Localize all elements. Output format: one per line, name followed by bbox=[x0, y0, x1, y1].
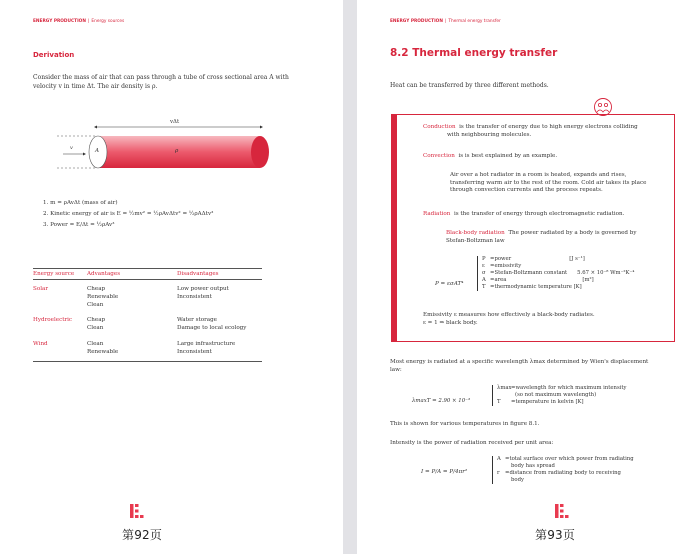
section-intro: Heat can be transferred by three different methods. bbox=[390, 82, 549, 89]
running-header: ENERGY PRODUCTION | Energy sources bbox=[33, 19, 125, 24]
equation-2: 2. Kinetic energy of air is E = ½mv² = ½ρAvΔtv² = ½ρAΔtv³ bbox=[43, 211, 214, 217]
length-label: vΔt bbox=[170, 119, 180, 125]
heat-transfer-box bbox=[396, 114, 675, 342]
equation-3: 3. Power = E/Δt = ½ρAv³ bbox=[43, 222, 115, 228]
wien-legend: λmax =wavelength for which maximum intensity (so not maximum wavelength) T =temperature in kelvin [K] bbox=[492, 385, 627, 406]
header-section: ENERGY PRODUCTION bbox=[390, 19, 443, 24]
left-page bbox=[0, 0, 343, 554]
right-page bbox=[357, 0, 700, 554]
intensity-formula: I = P/A = P/4πr² bbox=[421, 469, 468, 475]
convection-example: Air over a hot radiator in a room is heated, expands and rises, transferring warm air to the rest of the room. Cold air takes its place through convection currents and the process repeats. bbox=[450, 172, 647, 194]
equation-1: 1. m = ρAvΔt (mass of air) bbox=[43, 200, 118, 206]
header-section: ENERGY PRODUCTION bbox=[33, 19, 86, 24]
header-subsection: Thermal energy transfer bbox=[448, 19, 501, 24]
publisher-logo-icon bbox=[555, 504, 573, 524]
stefan-legend: P =power [J s⁻¹] ε =emissivity σ =Stefan-Boltzmann constant 5.67 × 10⁻⁸ Wm⁻²K⁻⁴ A =area [m²] T =thermodynamic temperature [K] bbox=[477, 256, 634, 291]
radiation-definition: Radiation is the transfer of energy through electromagnetic radiation. bbox=[423, 211, 625, 217]
conduction-definition: Conduction is the transfer of energy due to high energy electrons colliding with neighbouring molecules. bbox=[423, 124, 638, 138]
section-title: 8.2 Thermal energy transfer bbox=[390, 47, 558, 59]
density-label: ρ bbox=[175, 148, 179, 154]
running-header: ENERGY PRODUCTION | Thermal energy transfer bbox=[390, 19, 501, 24]
stefan-boltzmann-formula: P = εσAT⁴ bbox=[435, 281, 464, 287]
page-number: 第93页 bbox=[535, 528, 576, 542]
publisher-logo-icon bbox=[130, 504, 148, 524]
air-tube-diagram bbox=[55, 117, 285, 187]
intensity-intro: Intensity is the power of radiation received per unit area: bbox=[390, 440, 554, 446]
emissivity-note: Emissivity ε measures how effectively a black-body radiates. ε = 1 ⇒ black body. bbox=[423, 312, 595, 326]
blackbody-definition: Black-body radiation The power radiated by a body is governed by Stefan-Boltzman law bbox=[446, 230, 637, 244]
group-people-icon bbox=[592, 96, 614, 116]
derivation-intro: Consider the mass of air that can pass through a tube of cross sectional area A with velocity v in time Δt. The air density is ρ. bbox=[33, 74, 289, 90]
convection-definition: Convection is is best explained by an example. bbox=[423, 153, 558, 159]
page-number: 第92页 bbox=[122, 528, 163, 542]
area-label: A bbox=[95, 148, 100, 154]
figure-note: This is shown for various temperatures in figure 8.1. bbox=[390, 421, 540, 427]
table-row: Wind Clean Renewable Large infrastructure Inconsistent bbox=[33, 340, 236, 355]
energy-sources-table bbox=[33, 268, 262, 362]
book-gutter bbox=[343, 0, 357, 554]
wien-intro: Most energy is radiated at a specific wavelength λmax determined by Wien's displacement law: bbox=[390, 359, 649, 373]
table-row: Hydroelectric Cheap Clean Water storage Damage to local ecology bbox=[33, 317, 247, 332]
intensity-legend: A =total surface over which power from radiating body has spread r =distance from radiating body to receiving body bbox=[492, 456, 634, 484]
wien-formula: λmaxT = 2.90 × 10⁻³ bbox=[412, 398, 471, 404]
header-subsection: Energy sources bbox=[91, 19, 125, 24]
velocity-label: v bbox=[70, 145, 73, 151]
table-row: Solar Cheap Renewable Clean Low power output Inconsistent bbox=[33, 286, 229, 308]
derivation-equations bbox=[43, 198, 213, 231]
table-header: Energy source Advantages Disadvantages bbox=[33, 268, 262, 280]
derivation-heading: Derivation bbox=[33, 51, 75, 59]
